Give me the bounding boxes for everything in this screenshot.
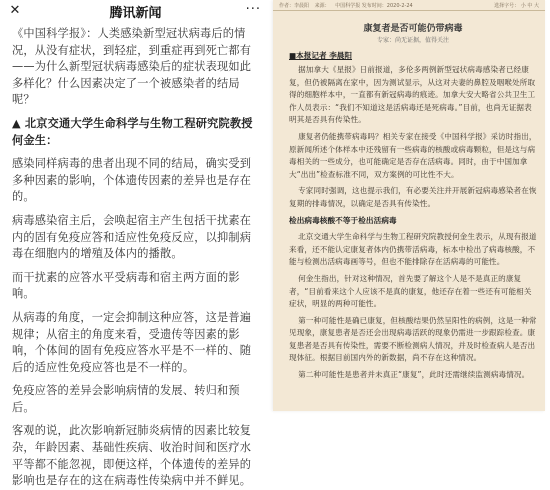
meta-author: 作者：李晨阳 bbox=[279, 2, 310, 9]
font-size-label: 选择字号： bbox=[494, 2, 520, 9]
font-size-selector bbox=[494, 2, 539, 9]
article-subheading: ▲ 北京交通大学生命科学与生物工程研究院教授何金生： bbox=[12, 116, 253, 147]
article-paragraph: 据加拿大《星报》日前报道，多伦多两例新型冠状病毒感染者已经康复，但仍被隔离在家中，因为测试显示，从这对夫妻的鼻腔及咽喉处所取得的细胞样本中，一直都有新冠病毒的痕迹。加拿大安大略省公共卫生工作人员表示：“我们不知道这是活病毒还是死病毒。”目前，也尚无证据表明其是否具有传染性。 bbox=[289, 65, 536, 125]
article-paragraph: 客观的说，此次影响新冠肺炎病情的因素比较复杂，年龄因素、基础性疾病、收治时间和医疗水平等都不能忽视，即便这样，个体遗传的差异的影响也是存在的这在病毒性传染病中并不鲜见。 bbox=[12, 424, 252, 488]
font-size-small[interactable]: 小 bbox=[520, 2, 526, 9]
news-app-panel bbox=[8, 0, 263, 488]
article-paragraph: 从病毒的角度，一定会抑制这种应答，这是普遍规律；从宿主的角度来看，受遗传等因素的影响，个体间的固有免疫应答水平是不一样的、随后的适应性免疫应答也是不一样的。 bbox=[12, 310, 252, 374]
more-icon[interactable]: ··· bbox=[245, 2, 261, 17]
article-paragraph: 而干扰素的应答水平受病毒和宿主两方面的影响。 bbox=[12, 270, 240, 301]
article-paragraph: 《中国科学报》：人类感染新型冠状病毒后的情况，从没有症状，到轻症，到重症再到死亡都有——为什么新型冠状病毒感染后的症状表现如此多样化？什么因素决定了一个被感染者的结局呢？ bbox=[12, 27, 252, 107]
app-title: 腾讯新闻 bbox=[109, 5, 162, 21]
font-size-medium[interactable]: 中 bbox=[527, 2, 533, 9]
meta-source: 来源： bbox=[314, 2, 330, 9]
font-size-large[interactable]: 大 bbox=[533, 2, 539, 9]
article-meta-bar bbox=[273, 0, 545, 11]
article-meta bbox=[279, 2, 417, 9]
article-reporter: ■本报记者 李晨阳 bbox=[289, 51, 352, 60]
app-top-bar bbox=[8, 0, 263, 22]
section-title: 检出病毒核酸不等于检出活病毒 bbox=[289, 215, 397, 225]
newspaper-article bbox=[273, 11, 545, 382]
article-paragraph: 专家同时强调，这也提示我们，有必要关注并开展新冠病毒感染者在恢复期的排毒情况，以确定是否具有传染性。 bbox=[289, 186, 537, 208]
article-body bbox=[8, 22, 263, 490]
article-paragraph: 康复者仍能携带病毒吗？相关专家在接受《中国科学报》采访时指出，原新闻所述个体样本中还残留有一些病毒的核酸或病毒颗粒，但是这与病毒相关的一些成分，也可能确定是否存在活病毒。同时，由于中国加拿大“出出”检查标准不同，双方案例的可比性不大。 bbox=[289, 131, 537, 179]
article-paragraph: 第一种可能性是确已康复，但核酸结果仍然呈阳性的病例，这是一种常见现象，康复患者是否还会出现病毒活跃的现象仍需进一步跟踪检查。康复患者是否具有传染性，需要不断检测病人情况，并及时检查病人是否出现体征。根据目前国内外的新数据，尚不存在这种情况。 bbox=[289, 315, 537, 363]
close-icon[interactable]: ✕ bbox=[9, 3, 21, 18]
article-paragraph: 北京交通大学生命科学与生物工程研究院教授何金生表示，从现有报道来看，还不能认定康复者体内仍携带活病毒，标本中检出了病毒核酸，不能与检测出活病毒画等号，但也不能排除存在活病毒的可能性。 bbox=[289, 232, 537, 267]
article-paragraph: 感染同样病毒的患者出现不同的结局，确实受到多种因素的影响，个体遗传因素的差异也是存在的。 bbox=[12, 157, 252, 204]
article-paragraph: 何金生指出，针对这种情况，首先要了解这个人是不是真正的康复者，“目前看来这个人应该不是真的康复，他还存在着一些还有可能相关症状，明显的两种可能性。 bbox=[289, 273, 532, 309]
article-headline: 康复者是否可能仍带病毒 bbox=[363, 24, 463, 34]
article-subheadline: 专家：尚无证据，值得关注 bbox=[376, 37, 449, 44]
article-paragraph: 第二种可能性是患者并未真正“康复”，此时还需继续监测病毒情况。 bbox=[298, 370, 530, 380]
article-paragraph: 免疫应答的差异会影响病情的发展、转归和预后。 bbox=[12, 384, 240, 414]
meta-publish: 中国科学报 发布时间：2020-2-24 bbox=[335, 2, 413, 9]
newspaper-panel bbox=[273, 0, 545, 411]
article-paragraph: 病毒感染宿主后，会唤起宿主产生包括干扰素在内的固有免疫应答和适应性免疫反应，以抑制病毒在细胞内的增殖及体内的播散。 bbox=[12, 213, 252, 261]
